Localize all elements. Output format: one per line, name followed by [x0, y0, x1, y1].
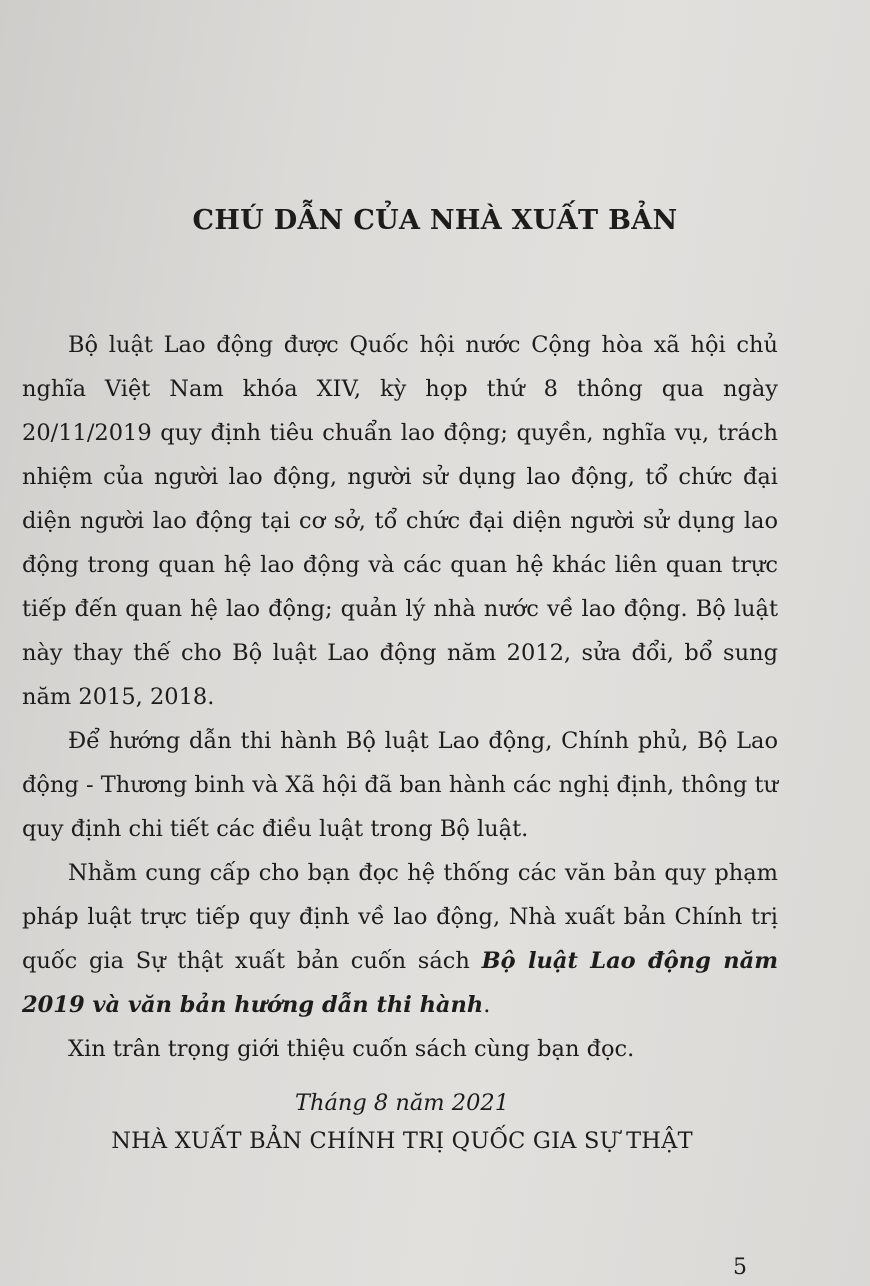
paragraph-3-end: .	[483, 992, 491, 1018]
paragraph-3-text: Nhằm cung cấp cho bạn đọc hệ thống các văn bản quy phạm pháp luật trực tiếp quy định về lao động, Nhà xuất bản Chính trị quốc gia Sự thật xuất bản cuốn sách	[22, 860, 778, 974]
body-text	[22, 323, 778, 1071]
signature-organization: NHÀ XUẤT BẢN CHÍNH TRỊ QUỐC GIA SỰ THẬT	[111, 1128, 693, 1154]
signature-date: Tháng 8 năm 2021	[294, 1090, 510, 1116]
page-title: CHÚ DẪN CỦA NHÀ XUẤT BẢN	[192, 205, 678, 236]
paragraph-4: Xin trân trọng giới thiệu cuốn sách cùng bạn đọc.	[68, 1036, 635, 1062]
paragraph-2: Để hướng dẫn thi hành Bộ luật Lao động, Chính phủ, Bộ Lao động - Thương binh và Xã hội đã ban hành các nghị định, thông tư quy định chi tiết các điều luật trong Bộ luật.	[22, 728, 778, 842]
book-title-emphasis: Bộ luật Lao động năm 2019 và văn bản hướng dẫn thi hành	[22, 948, 779, 1018]
page-number: 5	[733, 1255, 747, 1280]
paragraph-3	[22, 851, 778, 1027]
paragraph-1: Bộ luật Lao động được Quốc hội nước Cộng hòa xã hội chủ nghĩa Việt Nam khóa XIV, kỳ họp thứ 8 thông qua ngày 20/11/2019 quy định tiêu chuẩn lao động; quyền, nghĩa vụ, trách nhiệm của người lao động, người sử dụng lao động, tổ chức đại diện người lao động tại cơ sở, tổ chức đại diện người sử dụng lao động trong quan hệ lao động và các quan hệ khác liên quan trực tiếp đến quan hệ lao động; quản lý nhà nước về lao động. Bộ luật này thay thế cho Bộ luật Lao động năm 2012, sửa đổi, bổ sung năm 2015, 2018.	[22, 332, 778, 710]
